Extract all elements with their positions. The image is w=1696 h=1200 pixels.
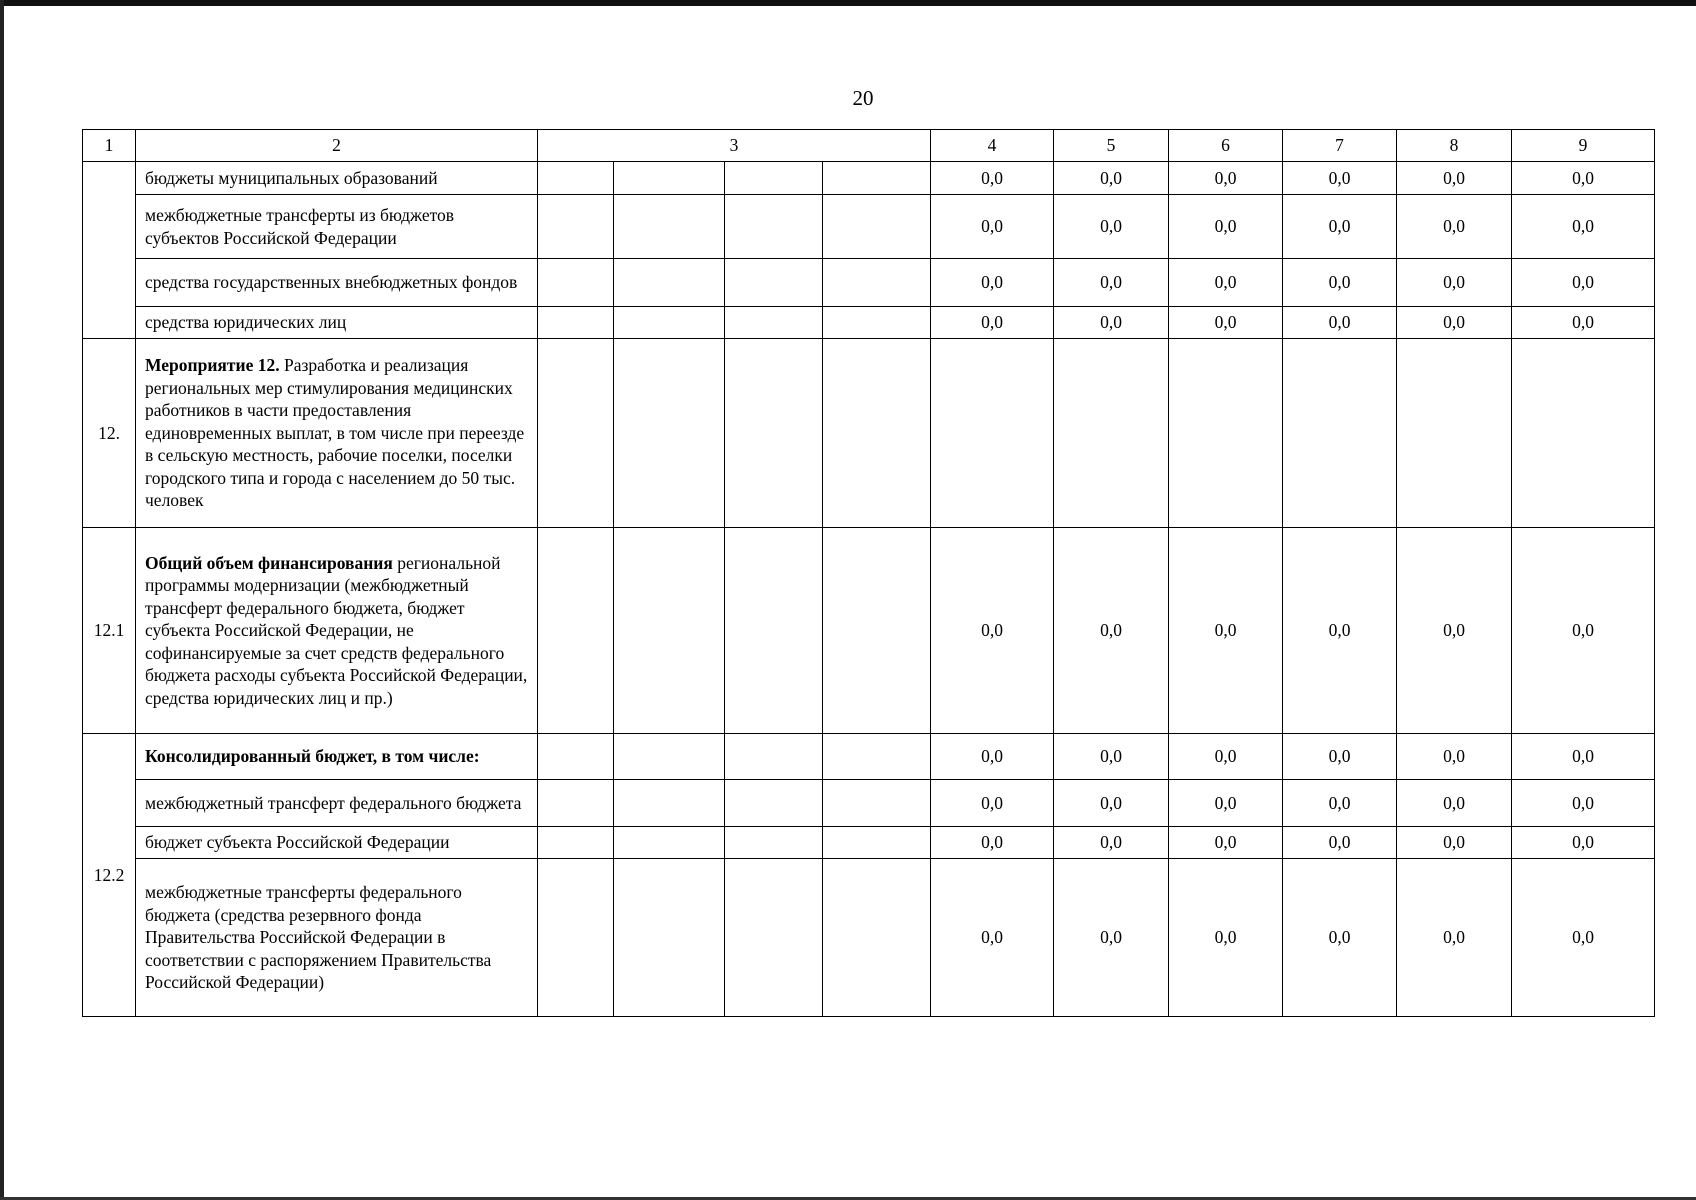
value-cell: 0,0 — [1397, 780, 1512, 827]
subcell — [823, 780, 931, 827]
subcell — [538, 195, 614, 259]
table-row — [83, 827, 1655, 859]
table-row-12 — [83, 339, 1655, 528]
subcell — [614, 734, 725, 780]
value-cell: 0,0 — [1054, 827, 1169, 859]
subcell — [725, 339, 823, 528]
value-cell: 0,0 — [931, 734, 1054, 780]
table-row-12-1 — [83, 528, 1655, 734]
value-cell-empty — [1512, 339, 1655, 528]
value-cell: 0,0 — [1169, 734, 1283, 780]
value-cell: 0,0 — [931, 780, 1054, 827]
subcell — [538, 734, 614, 780]
subcell — [823, 307, 931, 339]
value-cell: 0,0 — [1283, 162, 1397, 195]
subcell — [725, 528, 823, 734]
subcell — [538, 528, 614, 734]
header-col-2: 2 — [136, 130, 538, 162]
table-row — [83, 195, 1655, 259]
subcell — [823, 859, 931, 1017]
value-cell: 0,0 — [931, 827, 1054, 859]
value-cell: 0,0 — [1512, 827, 1655, 859]
value-cell-empty — [1397, 339, 1512, 528]
value-cell: 0,0 — [931, 259, 1054, 307]
value-cell: 0,0 — [1054, 859, 1169, 1017]
header-col-5: 5 — [1054, 130, 1169, 162]
value-cell: 0,0 — [1283, 780, 1397, 827]
subcell — [614, 339, 725, 528]
value-cell: 0,0 — [1283, 859, 1397, 1017]
row-label: бюджеты муниципальных образований — [136, 162, 538, 195]
subcell — [538, 307, 614, 339]
value-cell: 0,0 — [1397, 827, 1512, 859]
scan-border-left — [0, 0, 4, 1200]
value-cell-empty — [1169, 339, 1283, 528]
page-number: 20 — [852, 86, 874, 110]
row-label-rest: региональной программы модернизации (межбюджетный трансферт федерального бюджета, бюджет субъекта Российской Федерации, не софинансируемые за счет средств федерального бюджета расходы субъекта Российской Федерации, средства юридических лиц и пр.) — [145, 552, 528, 708]
table-row — [83, 162, 1655, 195]
value-cell: 0,0 — [1169, 528, 1283, 734]
value-cell: 0,0 — [1512, 734, 1655, 780]
row-label: Консолидированный бюджет, в том числе: — [136, 734, 538, 780]
subcell — [725, 307, 823, 339]
subcell — [823, 162, 931, 195]
value-cell: 0,0 — [1054, 780, 1169, 827]
value-cell: 0,0 — [1283, 528, 1397, 734]
header-row — [83, 130, 1655, 162]
header-col-7: 7 — [1283, 130, 1397, 162]
row-label: бюджет субъекта Российской Федерации — [136, 827, 538, 859]
subcell — [538, 827, 614, 859]
subcell — [823, 827, 931, 859]
subcell — [725, 734, 823, 780]
subcell — [614, 162, 725, 195]
value-cell: 0,0 — [1169, 259, 1283, 307]
subcell — [823, 195, 931, 259]
header-col-9: 9 — [1512, 130, 1655, 162]
subcell — [538, 859, 614, 1017]
value-cell: 0,0 — [1054, 734, 1169, 780]
value-cell: 0,0 — [1169, 780, 1283, 827]
subcell — [725, 195, 823, 259]
value-cell: 0,0 — [1512, 259, 1655, 307]
value-cell: 0,0 — [1512, 528, 1655, 734]
value-cell: 0,0 — [1283, 259, 1397, 307]
subcell — [725, 859, 823, 1017]
row-label: межбюджетный трансферт федерального бюджета — [136, 780, 538, 827]
budget-table — [82, 129, 1655, 1017]
header-col-8: 8 — [1397, 130, 1512, 162]
value-cell: 0,0 — [1169, 827, 1283, 859]
subcell — [614, 195, 725, 259]
subcell — [725, 827, 823, 859]
value-cell: 0,0 — [1283, 195, 1397, 259]
value-cell-empty — [1283, 339, 1397, 528]
row-number: 12. — [83, 339, 136, 528]
value-cell-empty — [931, 339, 1054, 528]
header-col-3: 3 — [538, 130, 931, 162]
value-cell: 0,0 — [1512, 780, 1655, 827]
row-label: межбюджетные трансферты федерального бюджета (средства резервного фонда Правительства Российской Федерации в соответствии с распоряжением Правительства Российской Федерации) — [136, 859, 538, 1017]
table-row — [83, 259, 1655, 307]
value-cell: 0,0 — [1283, 734, 1397, 780]
value-cell: 0,0 — [931, 859, 1054, 1017]
value-cell: 0,0 — [1512, 859, 1655, 1017]
value-cell: 0,0 — [1397, 162, 1512, 195]
value-cell: 0,0 — [1512, 195, 1655, 259]
row-number: 12.1 — [83, 528, 136, 734]
value-cell: 0,0 — [1054, 307, 1169, 339]
value-cell: 0,0 — [1397, 259, 1512, 307]
subcell — [614, 307, 725, 339]
subcell — [823, 528, 931, 734]
value-cell: 0,0 — [1054, 195, 1169, 259]
subcell — [614, 827, 725, 859]
subcell — [614, 259, 725, 307]
subcell — [725, 259, 823, 307]
row-label-bold: Мероприятие 12. — [145, 355, 280, 376]
row-label — [136, 528, 538, 734]
header-col-6: 6 — [1169, 130, 1283, 162]
subcell — [538, 259, 614, 307]
subcell — [614, 859, 725, 1017]
row-number: 12.2 — [83, 734, 136, 1017]
value-cell: 0,0 — [1054, 162, 1169, 195]
value-cell: 0,0 — [1169, 307, 1283, 339]
row-label: средства юридических лиц — [136, 307, 538, 339]
table-row-12-2 — [83, 734, 1655, 780]
value-cell: 0,0 — [1512, 307, 1655, 339]
value-cell: 0,0 — [1169, 859, 1283, 1017]
subcell — [725, 162, 823, 195]
subcell — [538, 162, 614, 195]
value-cell: 0,0 — [1397, 195, 1512, 259]
header-col-1: 1 — [83, 130, 136, 162]
value-cell: 0,0 — [931, 307, 1054, 339]
row-label — [136, 339, 538, 528]
value-cell: 0,0 — [1397, 859, 1512, 1017]
value-cell: 0,0 — [1397, 528, 1512, 734]
table-row — [83, 859, 1655, 1017]
subcell — [725, 780, 823, 827]
value-cell: 0,0 — [1397, 734, 1512, 780]
header-col-4: 4 — [931, 130, 1054, 162]
subcell — [538, 339, 614, 528]
table-row — [83, 780, 1655, 827]
row-label-rest: Разработка и реализация региональных мер стимулирования медицинских работников в части предоставления единовременных выплат, в том числе при переезде в сельскую местность, рабочие поселки, поселки городского типа и города с населением до 50 тыс. человек — [145, 355, 525, 511]
value-cell: 0,0 — [1169, 195, 1283, 259]
subcell — [823, 734, 931, 780]
value-cell: 0,0 — [931, 528, 1054, 734]
subcell — [614, 528, 725, 734]
value-cell: 0,0 — [1283, 307, 1397, 339]
value-cell: 0,0 — [1283, 827, 1397, 859]
value-cell: 0,0 — [931, 162, 1054, 195]
row-label-bold: Общий объем финансирования — [145, 552, 393, 573]
value-cell: 0,0 — [1054, 259, 1169, 307]
subcell — [538, 780, 614, 827]
subcell — [823, 259, 931, 307]
value-cell: 0,0 — [1397, 307, 1512, 339]
row-label: средства государственных внебюджетных фондов — [136, 259, 538, 307]
value-cell-empty — [1054, 339, 1169, 528]
row-number-cell — [83, 162, 136, 339]
row-label: межбюджетные трансферты из бюджетов субъектов Российской Федерации — [136, 195, 538, 259]
value-cell: 0,0 — [931, 195, 1054, 259]
subcell — [614, 780, 725, 827]
subcell — [823, 339, 931, 528]
value-cell: 0,0 — [1512, 162, 1655, 195]
scan-border-top — [0, 0, 1696, 6]
table-row — [83, 307, 1655, 339]
value-cell: 0,0 — [1169, 162, 1283, 195]
value-cell: 0,0 — [1054, 528, 1169, 734]
